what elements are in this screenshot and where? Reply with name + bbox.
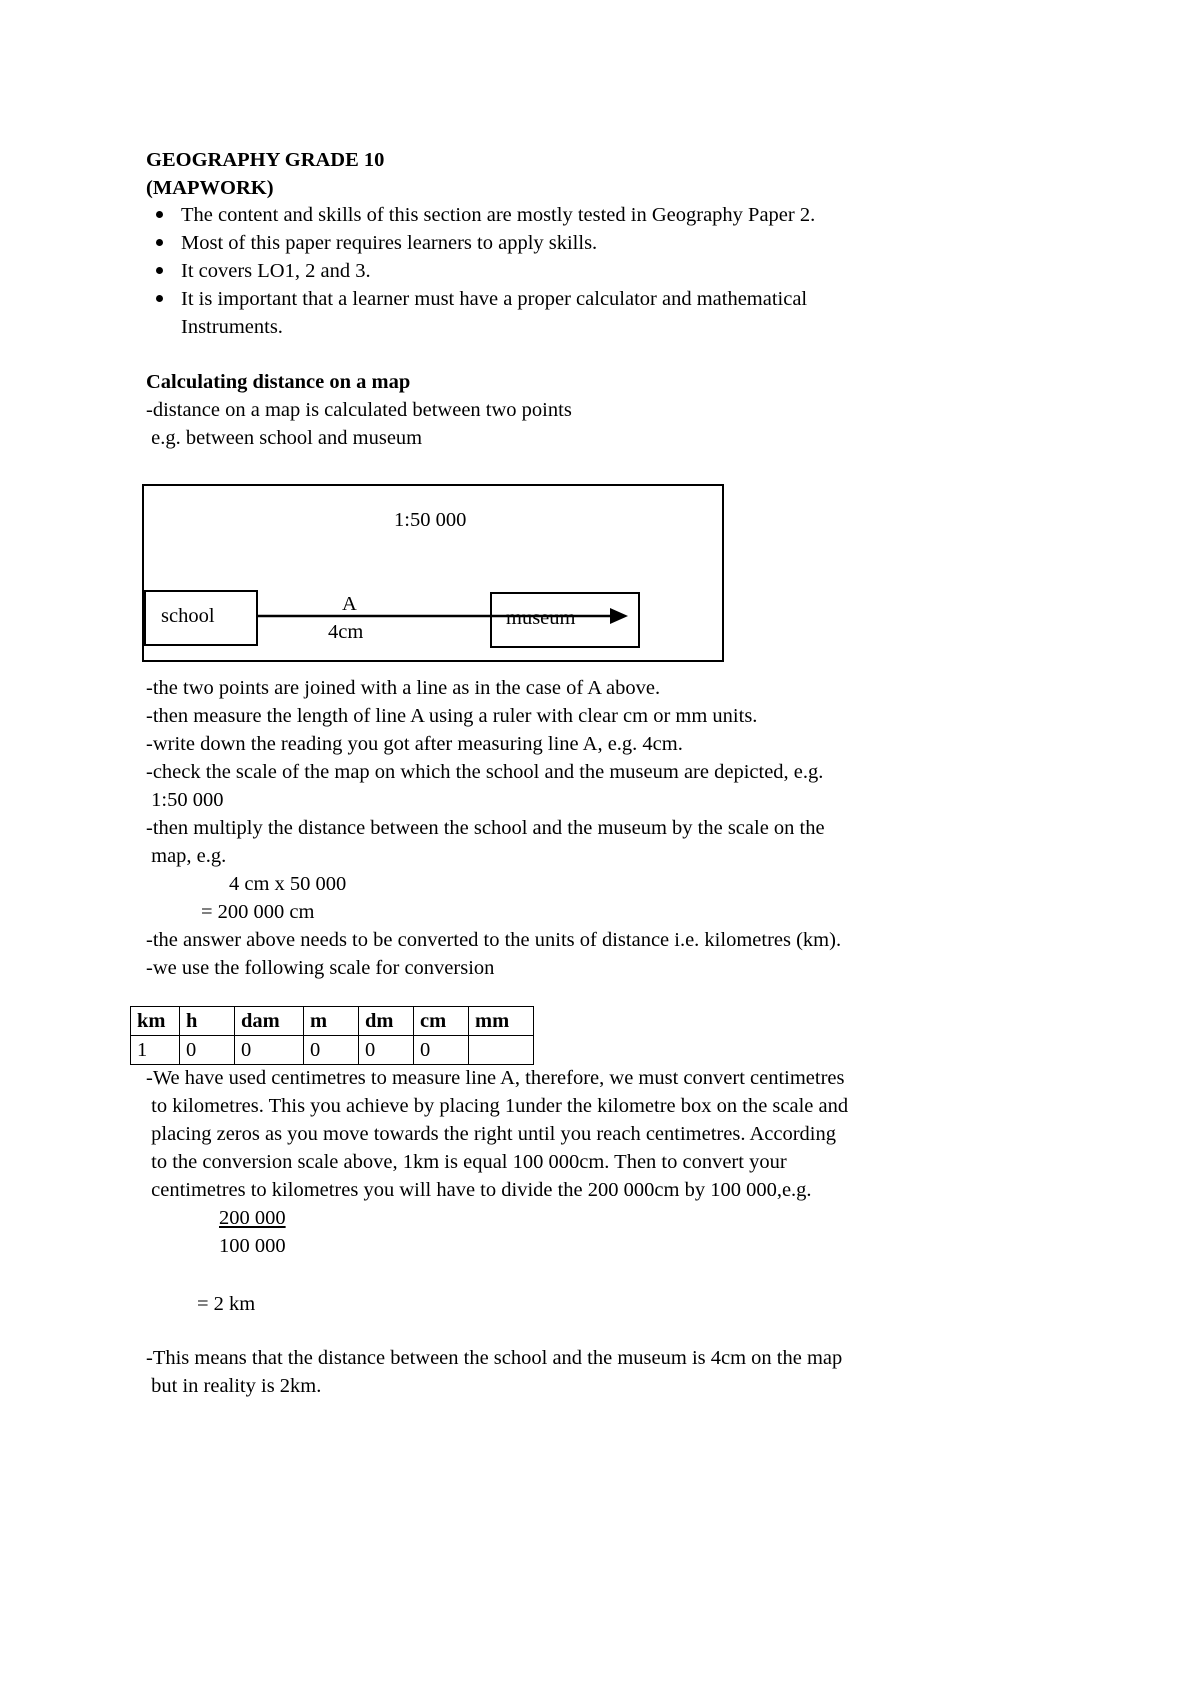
table-header-cell: dam [235,1007,304,1036]
map-diagram [142,484,724,662]
bullet-item: It is important that a learner must have a proper calculator and mathematical [181,288,808,310]
explanation-line: to the conversion scale above, 1km is equal 100 000cm. Then to convert your [146,1151,787,1173]
step-line: 1:50 000 [146,789,224,811]
fraction-numerator: 200 000 [219,1207,286,1229]
calc-line-2: = 200 000 cm [201,901,315,923]
table-cell: 1 [131,1036,180,1065]
step-line: -then multiply the distance between the school and the museum by the scale on the [146,817,825,839]
calc-line-1: 4 cm x 50 000 [229,873,347,895]
document-subtitle: (MAPWORK) [146,177,274,199]
bullet-item-continuation: Instruments. [181,316,283,338]
bullet-icon [156,211,163,218]
bullet-icon [156,267,163,274]
table-cell [469,1036,534,1065]
school-box [144,590,258,646]
conversion-table [130,1006,534,1065]
conversion-table-header-row [131,1007,534,1036]
table-header-cell: h [180,1007,235,1036]
table-header-cell: m [304,1007,359,1036]
bullet-item: The content and skills of this section are mostly tested in Geography Paper 2. [181,204,816,226]
table-cell: 0 [359,1036,414,1065]
table-cell: 0 [304,1036,359,1065]
bullet-icon [156,239,163,246]
table-header-cell: km [131,1007,180,1036]
step-line: -write down the reading you got after measuring line A, e.g. 4cm. [146,733,683,755]
school-label: school [161,605,215,627]
step-line: map, e.g. [146,845,227,867]
table-header-cell: cm [414,1007,469,1036]
explanation-line: -We have used centimetres to measure line A, therefore, we must convert centimetres [146,1067,845,1089]
conversion-table-row [131,1036,534,1065]
explanation-line: placing zeros as you move towards the right until you reach centimetres. According [146,1123,836,1145]
table-cell: 0 [180,1036,235,1065]
step-line: -then measure the length of line A using a ruler with clear cm or mm units. [146,705,758,727]
line-a-label: A [342,593,357,615]
fraction-result: = 2 km [197,1293,256,1315]
section-heading: Calculating distance on a map [146,371,411,393]
document-title: GEOGRAPHY GRADE 10 [146,149,385,171]
table-header-cell: mm [469,1007,534,1036]
explanation-line: centimetres to kilometres you will have to divide the 200 000cm by 100 000,e.g. [146,1179,812,1201]
museum-box [490,592,640,648]
museum-label: museum [506,607,576,629]
bullet-item: It covers LO1, 2 and 3. [181,260,371,282]
bullet-icon [156,295,163,302]
intro-line: -distance on a map is calculated between two points [146,399,572,421]
table-cell: 0 [235,1036,304,1065]
step-line: -check the scale of the map on which the school and the museum are depicted, e.g. [146,761,824,783]
table-cell: 0 [414,1036,469,1065]
conclusion-line: but in reality is 2km. [146,1375,322,1397]
table-header-cell: dm [359,1007,414,1036]
map-scale-label: 1:50 000 [394,509,467,531]
fraction-denominator: 100 000 [219,1235,286,1257]
step-line: -the two points are joined with a line as in the case of A above. [146,677,661,699]
line-length-label: 4cm [328,621,364,643]
intro-line: e.g. between school and museum [146,427,423,449]
conclusion-line: -This means that the distance between the school and the museum is 4cm on the map [146,1347,843,1369]
explanation-line: to kilometres. This you achieve by placing 1under the kilometre box on the scale and [146,1095,849,1117]
after-calc-line: -we use the following scale for conversion [146,957,495,979]
bullet-item: Most of this paper requires learners to apply skills. [181,232,598,254]
after-calc-line: -the answer above needs to be converted to the units of distance i.e. kilometres (km). [146,929,842,951]
